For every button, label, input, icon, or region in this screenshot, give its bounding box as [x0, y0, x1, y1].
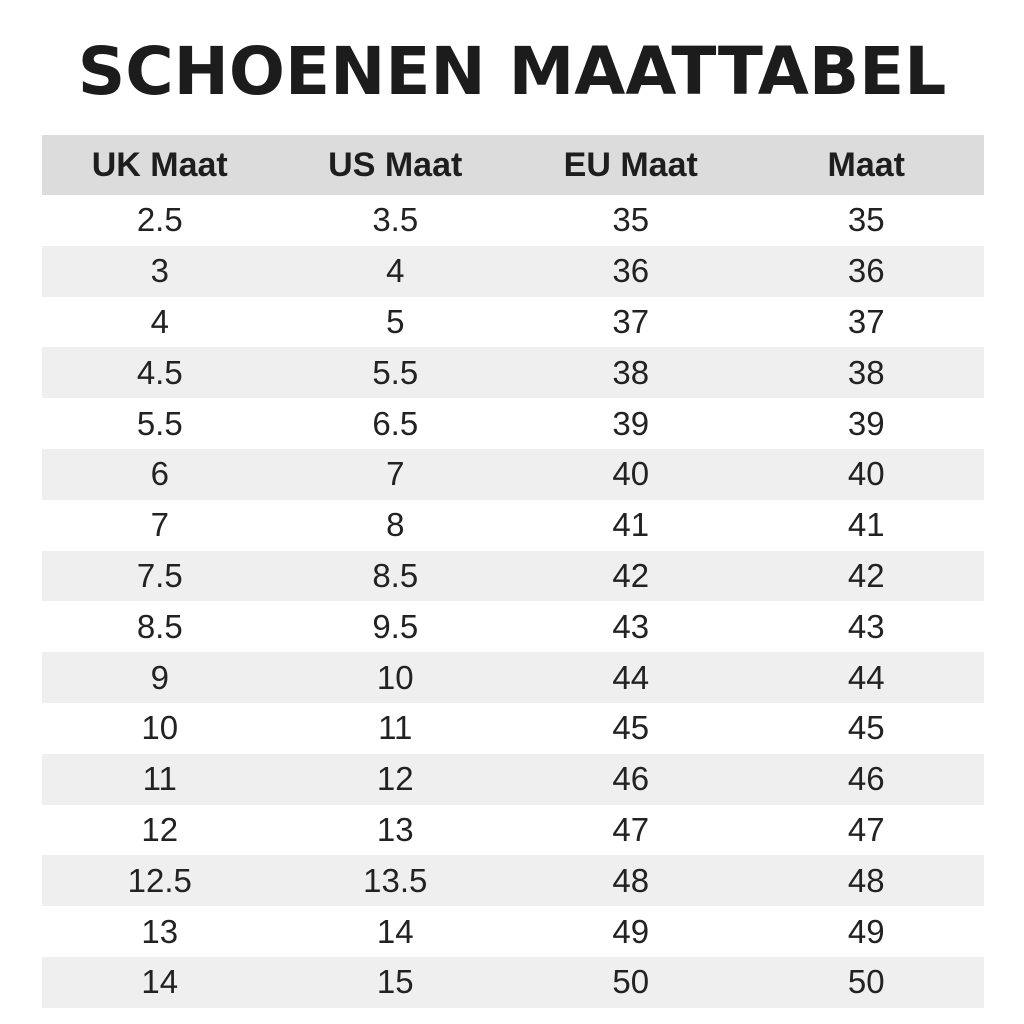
cell-eu-size: 36	[612, 252, 650, 290]
cell-uk-size: 11	[142, 760, 177, 798]
page-title: SCHOENEN MAATTABEL	[77, 33, 947, 110]
cell-uk-size: 8.5	[136, 607, 183, 645]
cell-size: 43	[847, 607, 885, 645]
cell-size: 50	[847, 963, 885, 1001]
cell-uk-size: 14	[141, 963, 179, 1001]
cell-us-size: 13	[376, 810, 414, 848]
table-row	[42, 500, 984, 551]
cell-us-size: 3.5	[372, 201, 419, 239]
cell-size: 36	[847, 252, 885, 290]
cell-us-size: 15	[376, 963, 414, 1001]
table-body	[42, 195, 984, 1008]
table-row	[42, 906, 984, 957]
cell-size: 39	[847, 404, 885, 442]
cell-us-size: 6.5	[372, 404, 419, 442]
cell-size: 40	[847, 455, 885, 493]
cell-us-size: 12	[376, 760, 414, 798]
header-uk-size: UK Maat	[91, 145, 228, 184]
cell-eu-size: 46	[612, 760, 650, 798]
cell-size: 42	[847, 556, 885, 594]
cell-eu-size: 39	[612, 404, 650, 442]
cell-size: 45	[847, 709, 885, 747]
cell-uk-size: 4	[150, 302, 169, 340]
table-row	[42, 601, 984, 652]
table-header-row	[42, 135, 984, 195]
cell-uk-size: 4.5	[136, 353, 183, 391]
cell-uk-size: 13	[141, 912, 179, 950]
cell-size: 37	[847, 302, 885, 340]
cell-eu-size: 42	[612, 556, 650, 594]
cell-uk-size: 5.5	[136, 404, 183, 442]
cell-eu-size: 37	[612, 302, 650, 340]
cell-eu-size: 35	[612, 201, 650, 239]
cell-size: 41	[847, 506, 885, 544]
cell-eu-size: 40	[612, 455, 650, 493]
table-row	[42, 297, 984, 348]
cell-uk-size: 12	[141, 810, 179, 848]
cell-eu-size: 49	[612, 912, 650, 950]
table-row	[42, 957, 984, 1008]
cell-us-size: 5	[386, 302, 405, 340]
cell-us-size: 9.5	[372, 607, 419, 645]
cell-size: 38	[847, 353, 885, 391]
cell-us-size: 8.5	[372, 556, 419, 594]
header-us-size: US Maat	[328, 145, 463, 184]
cell-uk-size: 12.5	[127, 861, 192, 899]
cell-uk-size: 7.5	[136, 556, 183, 594]
table-row	[42, 551, 984, 602]
cell-uk-size: 9	[150, 658, 169, 696]
table-row	[42, 246, 984, 297]
cell-eu-size: 43	[612, 607, 650, 645]
cell-size: 47	[847, 810, 885, 848]
cell-size: 35	[847, 201, 885, 239]
cell-eu-size: 50	[612, 963, 650, 1001]
cell-uk-size: 7	[150, 506, 169, 544]
cell-us-size: 4	[386, 252, 405, 290]
cell-eu-size: 44	[612, 658, 650, 696]
cell-eu-size: 41	[612, 506, 650, 544]
size-chart-table	[42, 135, 984, 1008]
cell-uk-size: 2.5	[136, 201, 183, 239]
table-row	[42, 805, 984, 856]
cell-eu-size: 38	[612, 353, 650, 391]
cell-eu-size: 47	[612, 810, 650, 848]
table-row	[42, 449, 984, 500]
cell-eu-size: 45	[612, 709, 650, 747]
table-row	[42, 754, 984, 805]
cell-us-size: 7	[386, 455, 405, 493]
cell-us-size: 8	[386, 506, 405, 544]
cell-uk-size: 10	[141, 709, 179, 747]
table-row	[42, 195, 984, 246]
table-row	[42, 347, 984, 398]
table-row	[42, 398, 984, 449]
table-row	[42, 703, 984, 754]
cell-uk-size: 3	[150, 252, 169, 290]
table-row	[42, 855, 984, 906]
cell-us-size: 13.5	[363, 861, 428, 899]
cell-us-size: 11	[378, 709, 413, 747]
cell-us-size: 5.5	[372, 353, 419, 391]
cell-size: 46	[847, 760, 885, 798]
cell-size: 44	[847, 658, 885, 696]
header-size: Maat	[827, 145, 905, 184]
cell-size: 49	[847, 912, 885, 950]
cell-size: 48	[847, 861, 885, 899]
table-row	[42, 652, 984, 703]
cell-us-size: 14	[376, 912, 414, 950]
cell-eu-size: 48	[612, 861, 650, 899]
cell-us-size: 10	[376, 658, 414, 696]
cell-uk-size: 6	[150, 455, 169, 493]
header-eu-size: EU Maat	[563, 145, 698, 184]
